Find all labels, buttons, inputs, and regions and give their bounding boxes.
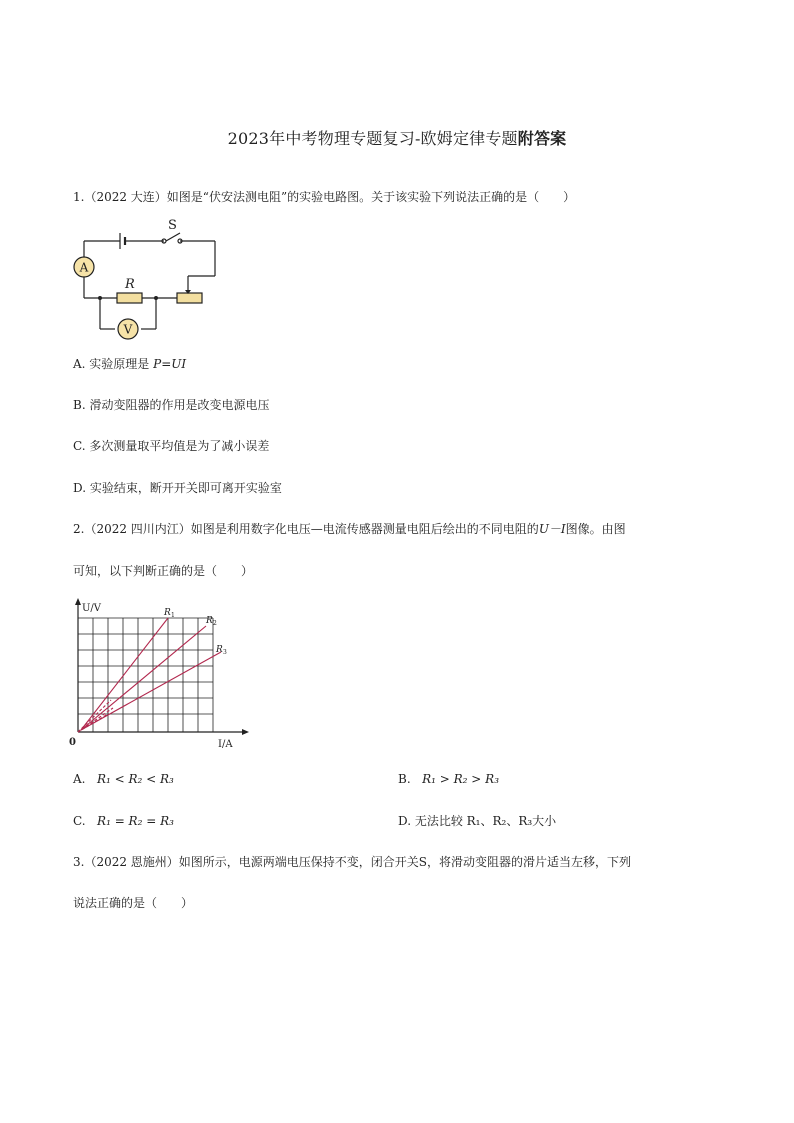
- resistor-r: [117, 293, 142, 303]
- ammeter-label: A: [79, 260, 89, 275]
- q1-option-d: D. 实验结束，断开开关即可离开实验室: [73, 481, 282, 495]
- voltmeter-label: V: [123, 322, 133, 337]
- q2-option-c: C. R₁ = R₂ = R₃: [73, 814, 174, 828]
- r2-label: R: [206, 616, 213, 626]
- q2-ui-graph: [66, 596, 256, 754]
- svg-text:2: 2: [213, 620, 217, 627]
- y-axis-arrow: [75, 598, 81, 605]
- r1-label: R: [164, 608, 171, 618]
- x-axis-arrow: [242, 729, 249, 735]
- page-title: [0, 126, 794, 149]
- q2-option-a-formula: R₁ < R₂ < R₃: [96, 772, 174, 786]
- line-r3: [81, 652, 221, 730]
- svg-text:1: 1: [171, 612, 175, 619]
- q3-stem-line1: 3.（2022 恩施州）如图所示，电源两端电压保持不变，闭合开关S，将滑动变阻器的滑片适当左移，下列: [73, 855, 632, 869]
- q1-stem: 1.（2022 大连）如图是“伏安法测电阻”的实验电路图。关于该实验下列说法正确的是（ ）: [73, 190, 576, 204]
- q2-option-b-formula: R₁ > R₂ > R₃: [422, 772, 499, 786]
- rheostat: [177, 293, 202, 303]
- q2-option-d: D. 无法比较 R₁、R₂、R₃大小: [398, 814, 557, 828]
- q1-option-a: A. 实验原理是 P=UI: [73, 357, 187, 371]
- x-axis-label: I/A: [218, 739, 233, 750]
- q1-option-c: C. 多次测量取平均值是为了减小误差: [73, 439, 270, 453]
- q3-stem-line2: 说法正确的是（ ）: [73, 896, 194, 910]
- q2-stem-line1: 2.（2022 四川内江）如图是利用数字化电压—电流传感器测量电阻后绘出的不同电阻的U－I图像。由图: [73, 522, 626, 536]
- q1-option-b: B. 滑动变阻器的作用是改变电源电压: [73, 398, 270, 412]
- q2-option-a: A. R₁ < R₂ < R₃: [73, 772, 174, 786]
- title-main: 2023年中考物理专题复习-欧姆定律专题: [227, 129, 518, 148]
- q1-circuit-diagram: [70, 214, 230, 344]
- switch-label: S: [168, 218, 177, 233]
- title-bold: 附答案: [517, 129, 567, 148]
- q1-option-a-formula: P=UI: [153, 357, 187, 371]
- resistor-label: R: [125, 277, 135, 292]
- y-axis-label: U/V: [82, 603, 102, 614]
- origin-label: 0: [69, 737, 76, 748]
- q2-stem-line2: 可知，以下判断正确的是（ ）: [73, 564, 254, 578]
- q2-option-b: B. R₁ > R₂ > R₃: [398, 772, 499, 786]
- q2-ui-formula: U－I: [538, 522, 566, 536]
- line-r2: [81, 626, 206, 730]
- r3-label: R: [216, 645, 223, 655]
- q2-option-c-formula: R₁ = R₂ = R₃: [97, 814, 174, 828]
- line-r1: [81, 618, 168, 730]
- svg-text:3: 3: [223, 649, 227, 656]
